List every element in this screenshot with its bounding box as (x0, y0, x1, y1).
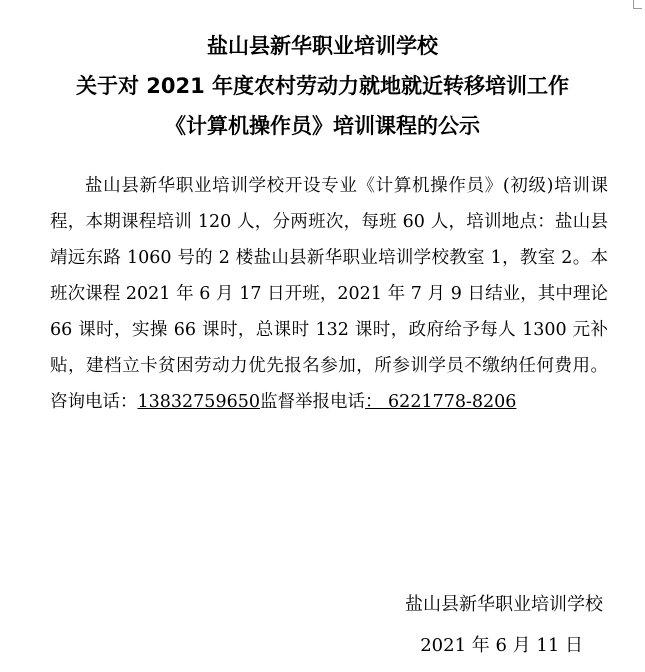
signature-date: 2021 年 6 月 11 日 (420, 635, 583, 656)
report-phone-label: 监督举报电话 (259, 392, 365, 412)
signature-organization: 盐山县新华职业培训学校 (405, 594, 603, 615)
notice-title (0, 26, 645, 146)
title-line-school: 盐山县新华职业培训学校 (207, 34, 438, 58)
title-line-subject: 关于对 2021 年度农村劳动力就地就近转移培训工作 (75, 74, 570, 98)
consult-phone-label: 咨询电话： (50, 392, 138, 412)
title-line-course: 《计算机操作员》培训课程的公示 (165, 114, 480, 138)
notice-body (50, 168, 608, 420)
page-corner-mark (633, 0, 642, 9)
notice-paragraph: 盐山县新华职业培训学校开设专业《计算机操作员》(初级)培训课程，本期课程培训 120 人，分两班次，每班 60 人，培训地点：盐山县靖远东路 1060 号的 2 楼盐山县新华职业培训学校教室 1，教室 2。本班次课程 2021 年 6 月 17 日开班，2021 年 7 月 9 日结业，其中理论 66 课时，实操 66 课时，总课时 132 课时，政府给予每人 1300 元补贴，建档立卡贫困劳动力优先报名参加，所参训学员不缴纳任何费用。 (50, 176, 608, 376)
consult-phone-number: 13832759650 (137, 392, 260, 412)
report-phone-number: ： 6221778-8206 (364, 392, 517, 412)
